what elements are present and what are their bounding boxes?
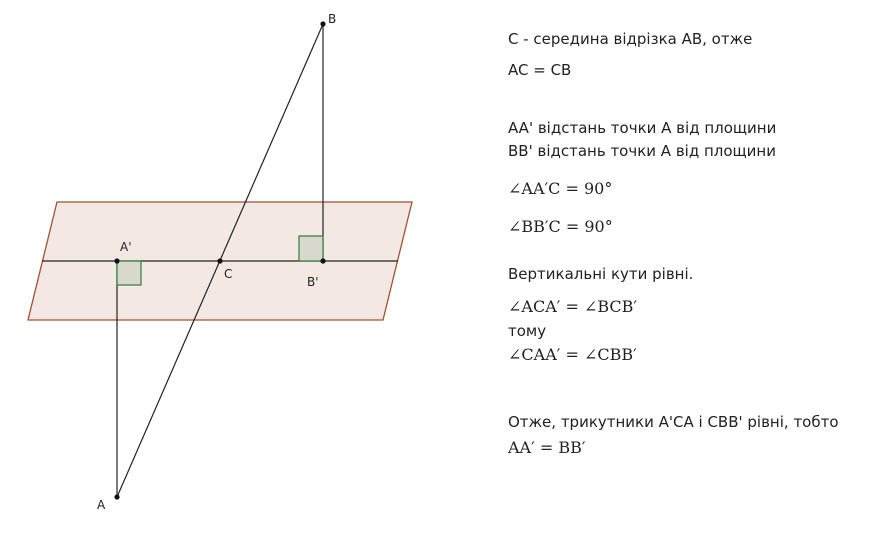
right-angle-b1 xyxy=(299,236,323,261)
label-c: C xyxy=(224,267,233,281)
label-b: B xyxy=(328,12,337,26)
note-vertical-angles: Вертикальні кути рівні. xyxy=(508,265,694,283)
note-angle-bb1c: ∠BB′C = 90° xyxy=(508,217,613,236)
point-b1 xyxy=(320,258,325,263)
point-b xyxy=(320,21,325,26)
note-conclusion: Отже, трикутники A'CA і CBB' рівні, тобто xyxy=(508,413,839,431)
note-ac-eq-cb: AC = CB xyxy=(508,61,572,79)
point-a xyxy=(114,494,119,499)
note-therefore: тому xyxy=(508,322,547,340)
note-bb1-distance: BB' відстань точки A від площини xyxy=(508,142,776,160)
note-aa1-eq-bb1: AA′ = BB′ xyxy=(508,438,586,457)
note-aa1-distance: AA' відстань точки A від площини xyxy=(508,119,777,137)
label-a: A xyxy=(97,498,106,512)
note-angle-aca1: ∠ACA′ = ∠BCB′ xyxy=(508,297,638,316)
label-b1: B' xyxy=(307,275,319,289)
note-midpoint: C - середина відрізка AB, отже xyxy=(508,30,753,48)
point-c xyxy=(217,258,222,263)
right-angle-a1 xyxy=(117,261,141,285)
note-angle-caa1: ∠CAA′ = ∠CBB′ xyxy=(508,345,637,364)
point-a1 xyxy=(114,258,119,263)
note-angle-aa1c: ∠AA′C = 90° xyxy=(508,179,613,198)
label-a1: A' xyxy=(120,240,132,254)
